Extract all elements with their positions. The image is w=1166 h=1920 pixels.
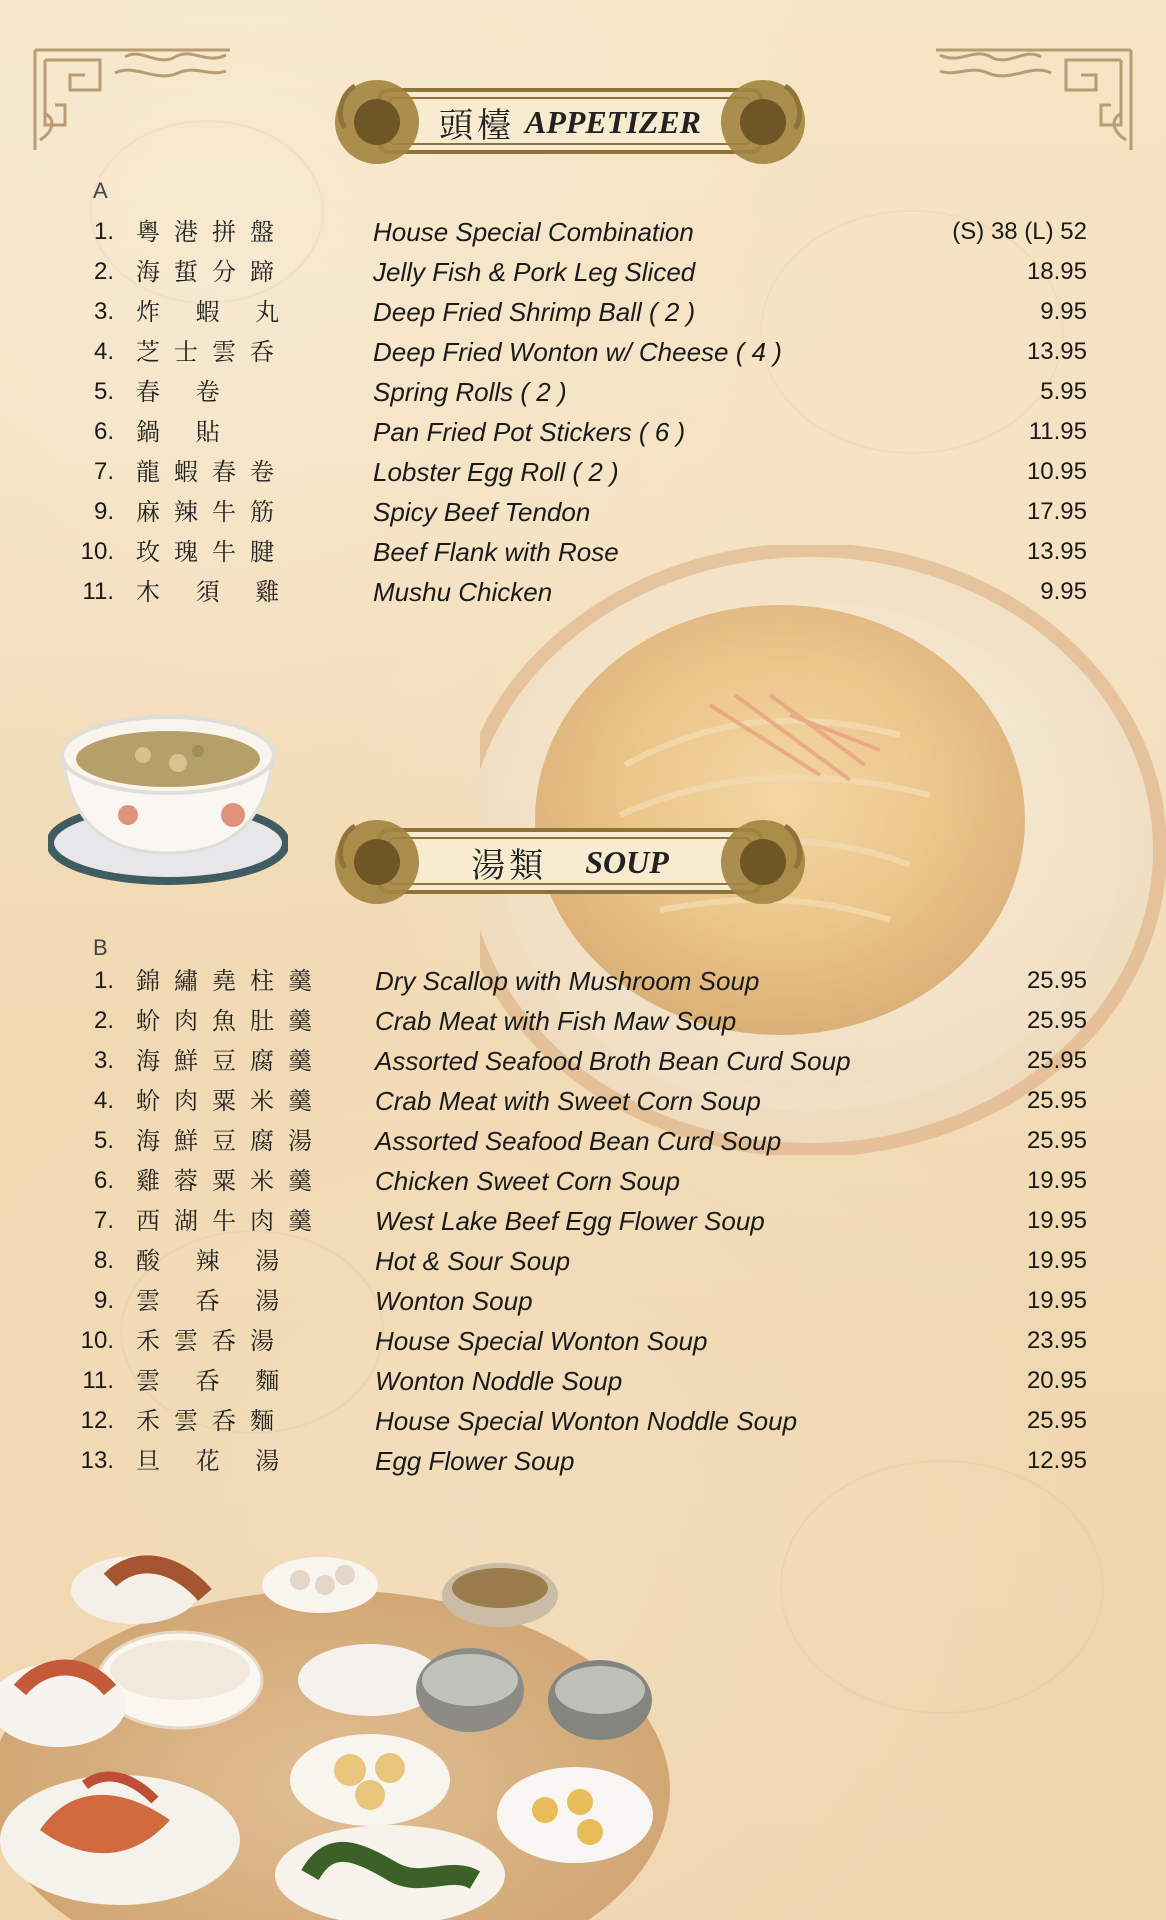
menu-row: [0, 1401, 1166, 1441]
item-name-zh: 雲 呑 麵: [136, 1367, 294, 1395]
item-price: 10.95: [1026, 458, 1087, 485]
appetizer-title: [327, 72, 813, 172]
menu-row: [0, 961, 1166, 1001]
item-price: 25.95: [1026, 967, 1087, 994]
item-name-en: Wonton Noddle Soup: [375, 1366, 623, 1396]
menu-row: [0, 1321, 1166, 1361]
item-price: 25.95: [1026, 1007, 1087, 1034]
item-name-zh: 春 卷: [136, 378, 234, 406]
item-name-zh: 禾雲呑湯: [136, 1327, 288, 1355]
item-number: 4.: [93, 338, 114, 365]
menu-row: [0, 1241, 1166, 1281]
item-name-en: Lobster Egg Roll ( 2 ): [373, 457, 619, 487]
menu-row: [0, 1161, 1166, 1201]
item-price: 25.95: [1026, 1047, 1087, 1074]
item-price: 17.95: [1026, 498, 1087, 525]
menu-row: [0, 1201, 1166, 1241]
item-number: 6.: [93, 418, 114, 445]
item-name-zh: 蚧肉粟米羹: [136, 1087, 326, 1115]
paisley-decoration: [780, 1460, 1104, 1714]
item-name-en: Assorted Seafood Bean Curd Soup: [375, 1126, 782, 1156]
item-price: 18.95: [1026, 258, 1087, 285]
item-name-zh: 雞蓉粟米羹: [136, 1167, 326, 1195]
menu-row: [0, 492, 1166, 532]
item-name-en: Deep Fried Shrimp Ball ( 2 ): [373, 297, 696, 327]
section-letter-soup: B: [93, 935, 108, 960]
menu-row: [0, 1041, 1166, 1081]
menu-row: [0, 1081, 1166, 1121]
item-name-zh: 海鮮豆腐羹: [136, 1047, 326, 1075]
item-name-zh: 鍋 貼: [136, 418, 234, 446]
item-price: 5.95: [1040, 378, 1087, 405]
item-name-en: House Special Combination: [373, 217, 694, 247]
item-name-en: Crab Meat with Fish Maw Soup: [375, 1006, 737, 1036]
corner-ornament-left: [30, 45, 240, 155]
item-price: 23.95: [1026, 1327, 1087, 1354]
item-number: 2.: [93, 1007, 114, 1034]
soup-list: [0, 961, 1166, 1481]
menu-row: [0, 252, 1166, 292]
menu-row: [0, 212, 1166, 252]
item-price: 25.95: [1026, 1407, 1087, 1434]
appetizer-title-en: APPETIZER: [524, 103, 701, 140]
item-name-zh: 西湖牛肉羹: [136, 1207, 326, 1235]
item-name-zh: 酸 辣 湯: [136, 1247, 294, 1275]
item-name-en: Mushu Chicken: [373, 577, 553, 607]
item-name-zh: 蚧肉魚肚羹: [136, 1007, 326, 1035]
table-spread-photo: [0, 1540, 690, 1920]
item-number: 12.: [80, 1407, 114, 1434]
item-price: 9.95: [1040, 298, 1087, 325]
item-name-zh: 炸 蝦 丸: [136, 298, 294, 326]
item-name-zh: 錦繡堯柱羹: [136, 967, 326, 995]
item-name-en: Crab Meat with Sweet Corn Soup: [375, 1086, 761, 1116]
item-number: 5.: [93, 1127, 114, 1154]
item-name-en: House Special Wonton Noddle Soup: [375, 1406, 798, 1436]
item-name-en: Wonton Soup: [375, 1286, 533, 1316]
item-number: 5.: [93, 378, 114, 405]
item-name-en: House Special Wonton Soup: [375, 1326, 708, 1356]
item-number: 7.: [93, 458, 114, 485]
item-price: (S) 38 (L) 52: [952, 218, 1087, 245]
menu-row: [0, 452, 1166, 492]
item-name-zh: 龍蝦春卷: [136, 458, 288, 486]
item-price: 13.95: [1026, 538, 1087, 565]
item-number: 4.: [93, 1087, 114, 1114]
item-name-zh: 雲 呑 湯: [136, 1287, 294, 1315]
soup-bowl-photo: [48, 703, 288, 888]
item-price: 19.95: [1026, 1207, 1087, 1234]
item-name-zh: 海鮮豆腐湯: [136, 1127, 326, 1155]
soup-title-zh: 湯類: [471, 845, 548, 886]
item-number: 1.: [93, 218, 114, 245]
item-price: 19.95: [1026, 1167, 1087, 1194]
item-name-en: Pan Fried Pot Stickers ( 6 ): [373, 417, 686, 447]
menu-row: [0, 1001, 1166, 1041]
item-price: 19.95: [1026, 1287, 1087, 1314]
item-name-en: Spicy Beef Tendon: [373, 497, 591, 527]
item-name-en: Deep Fried Wonton w/ Cheese ( 4 ): [373, 337, 782, 367]
item-name-zh: 木 須 雞: [136, 578, 294, 606]
item-number: 6.: [93, 1167, 114, 1194]
item-name-en: Dry Scallop with Mushroom Soup: [375, 966, 760, 996]
item-name-zh: 海蜇分蹄: [136, 258, 288, 286]
item-name-en: Chicken Sweet Corn Soup: [375, 1166, 680, 1196]
item-name-en: West Lake Beef Egg Flower Soup: [375, 1206, 765, 1236]
item-price: 20.95: [1026, 1367, 1087, 1394]
item-number: 11.: [82, 1367, 114, 1394]
section-letter-appetizer: A: [93, 178, 108, 203]
item-name-zh: 玫瑰牛腱: [136, 538, 288, 566]
item-name-zh: 芝士雲呑: [136, 338, 288, 366]
item-number: 2.: [93, 258, 114, 285]
item-number: 8.: [93, 1247, 114, 1274]
item-number: 1.: [93, 967, 114, 994]
item-number: 10.: [80, 1327, 114, 1354]
item-number: 11.: [82, 578, 114, 605]
item-name-en: Egg Flower Soup: [375, 1446, 575, 1476]
item-name-zh: 麻辣牛筋: [136, 498, 288, 526]
item-name-en: Spring Rolls ( 2 ): [373, 377, 567, 407]
item-price: 25.95: [1026, 1127, 1087, 1154]
item-number: 13.: [80, 1447, 114, 1474]
item-name-zh: 粵港拼盤: [136, 218, 288, 246]
menu-row: [0, 372, 1166, 412]
item-price: 11.95: [1028, 418, 1087, 445]
item-price: 25.95: [1026, 1087, 1087, 1114]
menu-row: [0, 1441, 1166, 1481]
soup-title: [327, 812, 813, 912]
item-name-en: Beef Flank with Rose: [373, 537, 619, 567]
item-name-en: Assorted Seafood Broth Bean Curd Soup: [375, 1046, 851, 1076]
item-price: 12.95: [1026, 1447, 1087, 1474]
appetizer-header: [327, 72, 813, 172]
menu-row: [0, 412, 1166, 452]
soup-header: [327, 812, 813, 912]
corner-ornament-right: [926, 45, 1136, 155]
menu-row: [0, 1281, 1166, 1321]
item-price: 13.95: [1026, 338, 1087, 365]
item-number: 10.: [80, 538, 114, 565]
menu-row: [0, 1121, 1166, 1161]
item-number: 9.: [93, 1287, 114, 1314]
menu-row: [0, 1361, 1166, 1401]
menu-row: [0, 292, 1166, 332]
appetizer-title-zh: 頭檯: [438, 105, 515, 146]
soup-title-en: SOUP: [585, 843, 669, 880]
item-number: 3.: [93, 1047, 114, 1074]
item-price: 19.95: [1026, 1247, 1087, 1274]
item-name-en: Hot & Sour Soup: [375, 1246, 571, 1276]
item-name-en: Jelly Fish & Pork Leg Sliced: [373, 257, 696, 287]
item-number: 7.: [93, 1207, 114, 1234]
item-number: 9.: [93, 498, 114, 525]
item-name-zh: 旦 花 湯: [136, 1447, 294, 1475]
item-price: 9.95: [1040, 578, 1087, 605]
item-name-zh: 禾雲呑麵: [136, 1407, 288, 1435]
item-number: 3.: [93, 298, 114, 325]
menu-row: [0, 332, 1166, 372]
